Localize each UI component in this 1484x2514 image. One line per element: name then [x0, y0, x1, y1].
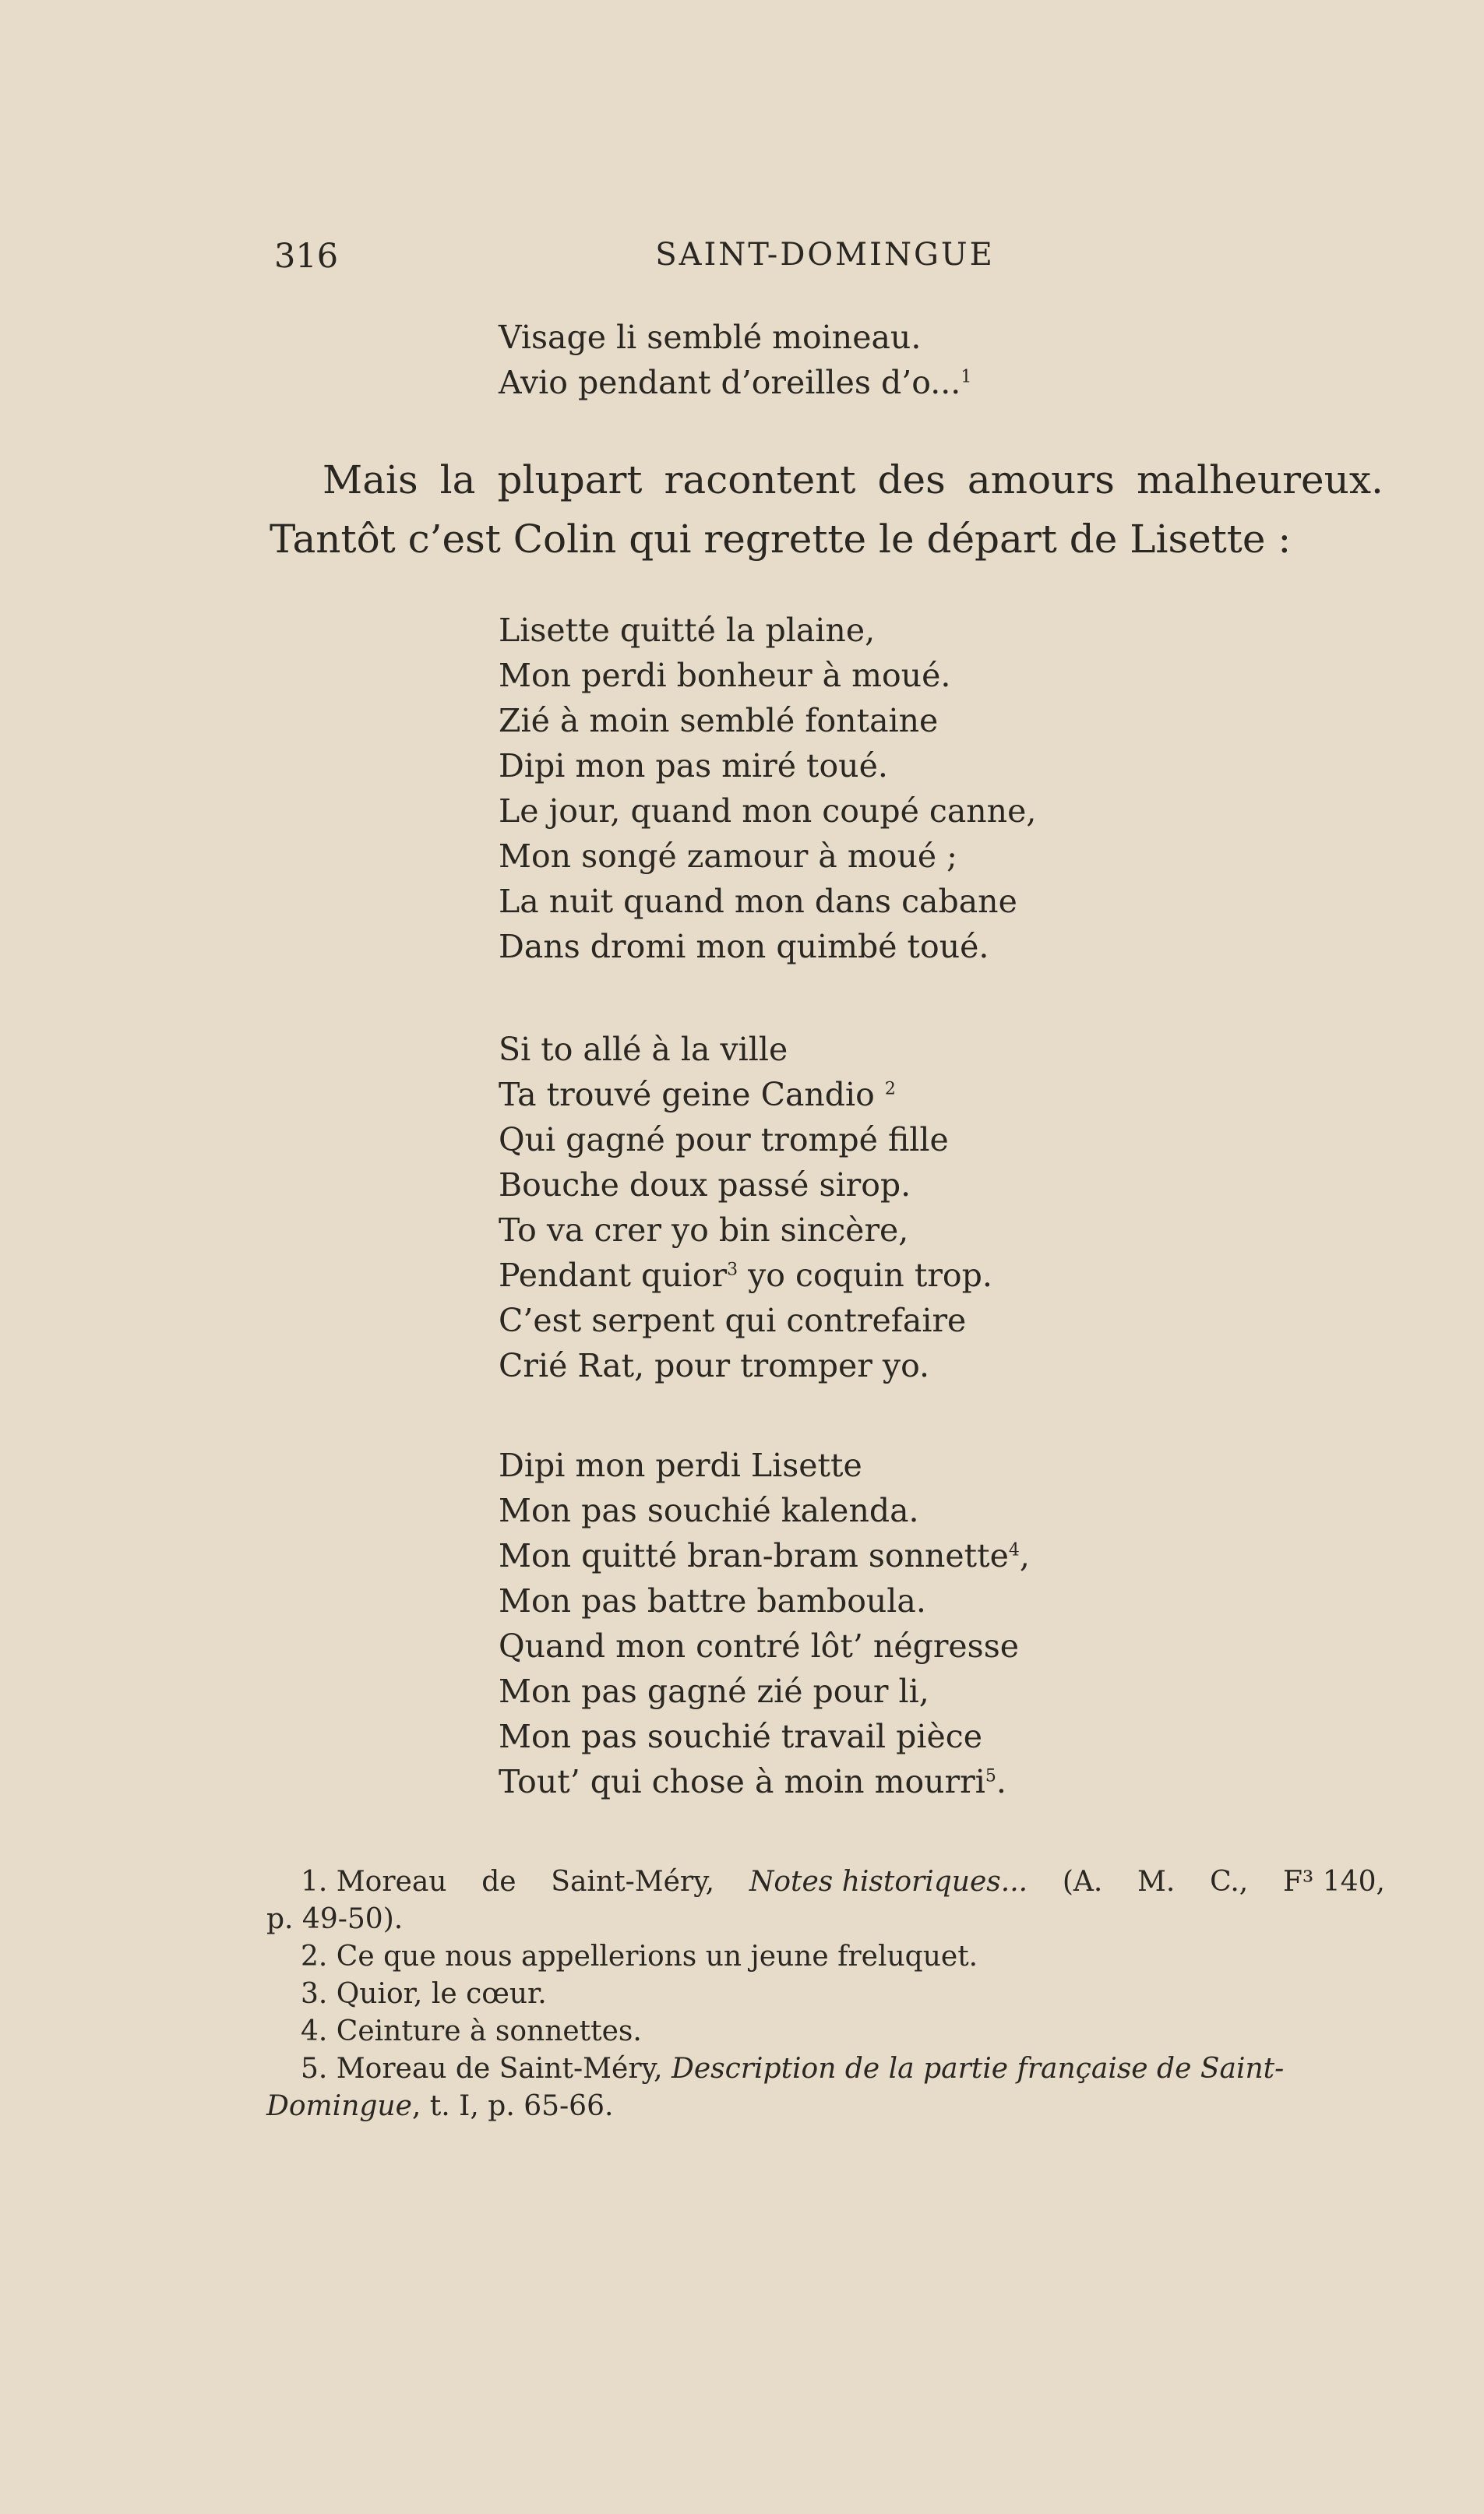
- verse-line: To va crer yo bin sincère,: [499, 1211, 909, 1249]
- word: Mais: [323, 457, 418, 502]
- verse-line: Dans dromi mon quimbé toué.: [499, 928, 989, 965]
- word: plupart: [497, 457, 643, 502]
- stanza-2: [499, 1027, 992, 1388]
- prose-line-2: Tantôt c’est Colin qui regrette le départ de Lisette :: [270, 517, 1292, 562]
- verse-line: [499, 1533, 1030, 1578]
- footnote-word: Saint-Méry,: [551, 1866, 715, 1898]
- stanza-1: [499, 608, 1036, 969]
- verse-line: Le jour, quand mon coupé canne,: [499, 792, 1037, 830]
- footnote-1-cont: p. 49-50).: [266, 1903, 404, 1935]
- verse-line: Dipi mon pas miré toué.: [499, 747, 888, 785]
- footnote-word: F³ 140,: [1282, 1866, 1385, 1898]
- page-number: 316: [274, 237, 339, 276]
- verse-line: Mon songé zamour à moué ;: [499, 837, 957, 875]
- verse-line: Mon pas battre bamboula.: [499, 1582, 926, 1620]
- word: racontent: [664, 457, 856, 502]
- verse-line: Crié Rat, pour tromper yo.: [499, 1347, 930, 1384]
- verse-line-text: yo coquin trop.: [738, 1257, 992, 1294]
- footnote-ref: 5: [985, 1766, 996, 1786]
- footnote-title: Notes historiques...: [749, 1866, 1028, 1898]
- footnote-word: de: [481, 1866, 516, 1898]
- footnote-word: (A.: [1062, 1866, 1103, 1898]
- verse-line: C’est serpent qui contrefaire: [499, 1302, 967, 1339]
- verse-line-text: Tout’ qui chose à moin mourri: [499, 1763, 985, 1800]
- verse-line: Mon perdi bonheur à moué.: [499, 657, 951, 694]
- footnote-ref: 2: [884, 1079, 896, 1099]
- verse-line: Si to allé à la ville: [499, 1031, 788, 1068]
- word: des: [877, 457, 946, 502]
- verse-line-text: Ta trouvé geine Candio: [499, 1076, 875, 1113]
- verse-line: Mon pas souchié kalenda.: [499, 1492, 919, 1529]
- verse-line: Mon pas souchié travail pièce: [499, 1718, 983, 1755]
- verse-line: Quand mon contré lôt’ négresse: [499, 1627, 1020, 1665]
- word: malheureux.: [1136, 457, 1384, 502]
- footnote-text: , t. I, p. 65-66.: [411, 2090, 614, 2122]
- verse-line-text: ,: [1019, 1537, 1030, 1574]
- verse-line: [499, 1253, 992, 1298]
- verse-line-text: .: [996, 1763, 1006, 1800]
- footnote-5: [266, 2050, 1385, 2088]
- verse-line: Qui gagné pour trompé fille: [499, 1121, 949, 1158]
- prose-paragraph: [270, 450, 1384, 569]
- verse-line: [499, 1072, 992, 1117]
- prose-line-1: [270, 450, 1384, 509]
- verse-line: Zié à moin semblé fontaine: [499, 702, 939, 739]
- footnote-3: 3. Quior, le cœur.: [301, 1978, 547, 2010]
- footnote-ref: 3: [727, 1260, 738, 1280]
- stanza-3: [499, 1443, 1030, 1804]
- footnotes: [266, 1863, 1385, 2125]
- footnote-4: 4. Ceinture à sonnettes.: [301, 2015, 642, 2047]
- verse-line: La nuit quand mon dans cabane: [499, 883, 1017, 920]
- running-title: SAINT-DOMINGUE: [655, 237, 995, 273]
- footnote-ref: 1: [961, 367, 972, 387]
- word: amours: [967, 457, 1115, 502]
- verse-line: Dipi mon perdi Lisette: [499, 1447, 862, 1484]
- footnote-ref: 4: [1008, 1540, 1020, 1560]
- footnote-word: C.,: [1210, 1866, 1249, 1898]
- verse-line: Visage li semblé moineau.: [499, 319, 922, 356]
- page-header: [268, 237, 1382, 284]
- verse-line: Lisette quitté la plaine,: [499, 612, 876, 649]
- verse-line-text: Mon quitté bran-bram sonnette: [499, 1537, 1009, 1574]
- footnote-1: [266, 1863, 1385, 1901]
- footnote-5-cont: [266, 2088, 1385, 2125]
- footnote-word: 1. Moreau: [301, 1866, 447, 1898]
- verse-line: Bouche doux passé sirop.: [499, 1166, 911, 1204]
- footnote-title: Description de la partie française de Saint-: [672, 2053, 1285, 2085]
- verse-top: [499, 315, 971, 405]
- footnote-text: 5. Moreau de Saint-Méry,: [301, 2053, 672, 2085]
- verse-line: [499, 360, 971, 405]
- footnote-2: 2. Ce que nous appellerions un jeune freluquet.: [301, 1941, 978, 1973]
- verse-line: [499, 1759, 1030, 1804]
- verse-line-text: Pendant quior: [499, 1257, 728, 1294]
- verse-line: Mon pas gagné zié pour li,: [499, 1673, 929, 1710]
- footnote-title: Domingue: [266, 2090, 412, 2122]
- word: la: [439, 457, 476, 502]
- footnote-word: M.: [1137, 1866, 1176, 1898]
- verse-line-text: Avio pendant d’oreilles d’o...: [499, 364, 961, 401]
